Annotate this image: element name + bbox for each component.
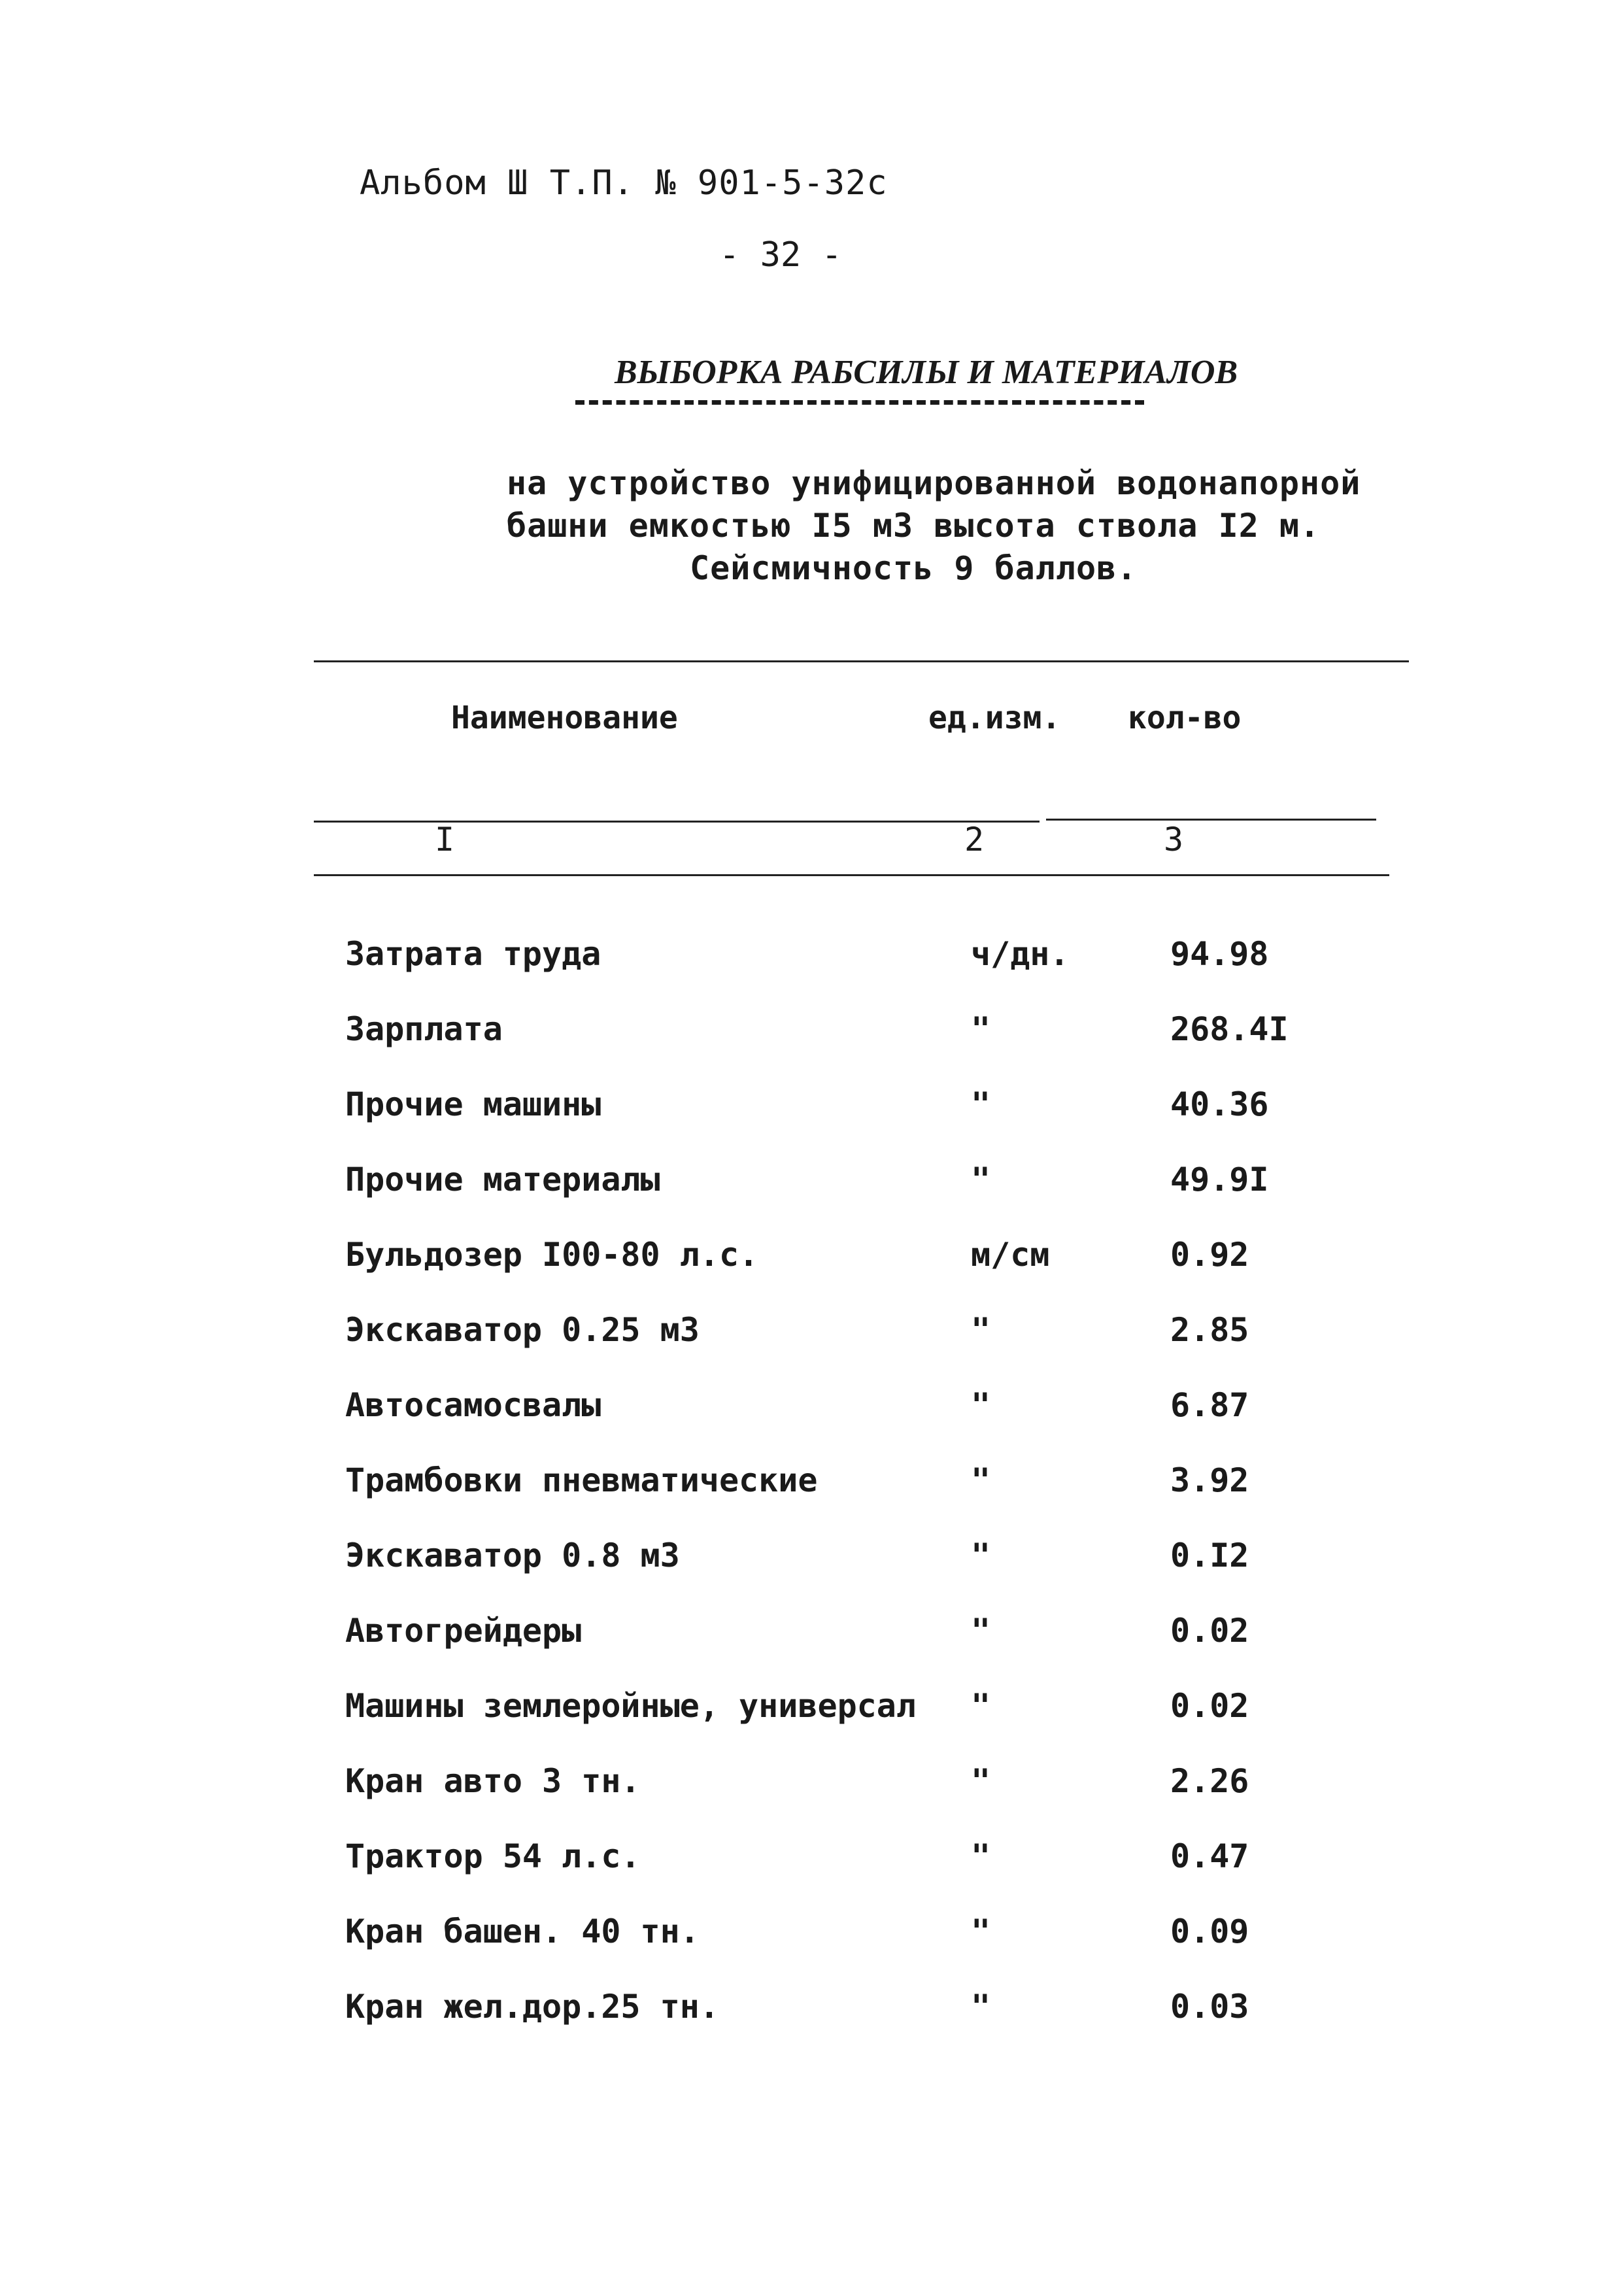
row-unit: м/см [971,1236,1050,1274]
row-name: Автогрейдеры [345,1612,582,1650]
column-number-3: 3 [1164,821,1184,858]
row-name: Кран жел.дор.25 тн. [345,1988,719,2026]
row-unit: " [971,1837,991,1875]
column-header-qty: кол-во [1128,700,1242,736]
row-name: Зарплата [345,1010,503,1048]
title-underline [575,400,1144,405]
subtitle-line-2: башни емкостью I5 м3 высота ствола I2 м. [507,507,1321,545]
row-unit: " [971,1461,991,1499]
table-row [0,1236,1624,1311]
row-unit: " [971,1912,991,1950]
table-row [0,1537,1624,1612]
row-unit: " [971,1687,991,1725]
row-name: Кран авто 3 тн. [345,1762,641,1800]
row-unit: ч/дн. [971,935,1070,973]
table-row [0,1762,1624,1837]
header-rule-left [314,821,1040,823]
table-row [0,1912,1624,1988]
row-qty: 2.85 [1170,1311,1249,1349]
row-qty: 2.26 [1170,1762,1249,1800]
row-name: Трактор 54 л.с. [345,1837,641,1875]
row-unit: " [971,1762,991,1800]
subtitle-line-1: на устройство унифицированной водонапорной [507,464,1361,502]
table-row [0,1988,1624,2063]
row-name: Автосамосвалы [345,1386,601,1424]
row-name: Прочие машины [345,1085,601,1123]
column-number-1: I [435,821,455,858]
row-qty: 0.02 [1170,1687,1249,1725]
column-header-name: Наименование [451,700,678,736]
header-rule-right [1046,819,1376,821]
table-top-rule [314,660,1409,662]
page-number: - 32 - [719,235,842,275]
row-name: Экскаватор 0.8 м3 [345,1537,680,1574]
row-qty: 0.47 [1170,1837,1249,1875]
table-row [0,935,1624,1010]
row-qty: 0.92 [1170,1236,1249,1274]
table-row [0,1687,1624,1762]
row-name: Трамбовки пневматические [345,1461,818,1499]
row-unit: " [971,1085,991,1123]
row-qty: 40.36 [1170,1085,1269,1123]
row-unit: " [971,1988,991,2026]
table-row [0,1311,1624,1386]
table-row [0,1837,1624,1912]
table-row [0,1612,1624,1687]
row-name: Кран башен. 40 тн. [345,1912,700,1950]
table-row [0,1386,1624,1461]
subtitle-line-3: Сейсмичность 9 баллов. [690,549,1138,587]
row-qty: 49.9I [1170,1161,1269,1198]
row-unit: " [971,1311,991,1349]
row-name: Затрата труда [345,935,601,973]
row-qty: 94.98 [1170,935,1269,973]
table-row [0,1161,1624,1236]
column-numbers-rule [314,874,1389,876]
row-unit: " [971,1612,991,1650]
album-reference: Альбом Ш Т.П. № 901-5-32с [360,163,888,203]
row-qty: 0.02 [1170,1612,1249,1650]
table-row [0,1010,1624,1085]
column-number-2: 2 [964,821,985,858]
column-header-unit: ед.изм. [928,700,1061,736]
document-title: ВЫБОРКА РАБСИЛЫ И МАТЕРИАЛОВ [615,354,1238,391]
row-name: Бульдозер I00-80 л.с. [345,1236,759,1274]
row-name: Машины землеройные, универсал [345,1687,916,1725]
row-qty: 3.92 [1170,1461,1249,1499]
table-row [0,1085,1624,1161]
row-qty: 6.87 [1170,1386,1249,1424]
row-qty: 0.09 [1170,1912,1249,1950]
row-name: Экскаватор 0.25 м3 [345,1311,700,1349]
row-qty: 268.4I [1170,1010,1289,1048]
table-row [0,1461,1624,1537]
row-unit: " [971,1161,991,1198]
table-body [0,935,1624,2063]
row-unit: " [971,1010,991,1048]
row-qty: 0.03 [1170,1988,1249,2026]
row-unit: " [971,1386,991,1424]
row-unit: " [971,1537,991,1574]
row-name: Прочие материалы [345,1161,660,1198]
row-qty: 0.I2 [1170,1537,1249,1574]
